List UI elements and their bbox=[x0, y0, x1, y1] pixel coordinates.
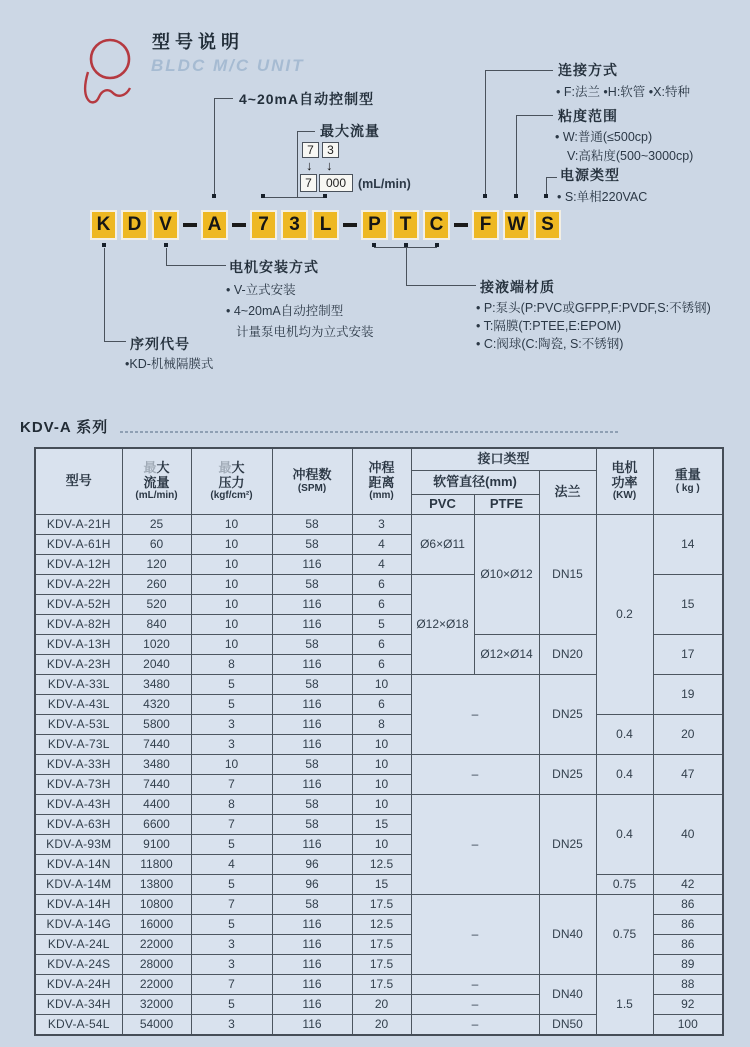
code-dash bbox=[232, 223, 246, 227]
connector-dot bbox=[261, 194, 265, 198]
table-cell: 0.4 bbox=[596, 754, 653, 794]
table-cell: 9100 bbox=[122, 834, 191, 854]
table-cell: 54000 bbox=[122, 1014, 191, 1035]
connector-dot bbox=[544, 194, 548, 198]
table-cell: – bbox=[411, 674, 539, 754]
table-cell: 10 bbox=[191, 534, 272, 554]
connector-line bbox=[166, 265, 226, 266]
series-section-title: KDV-A 系列 bbox=[20, 419, 109, 436]
table-cell: 25 bbox=[122, 514, 191, 534]
col-header-hose: 软管直径(mm) bbox=[411, 470, 539, 494]
table-cell: 116 bbox=[272, 554, 352, 574]
table-cell: 7 bbox=[191, 894, 272, 914]
connector-dot bbox=[212, 194, 216, 198]
annotation-material: 接液端材质 bbox=[480, 279, 555, 295]
table-cell: 840 bbox=[122, 614, 191, 634]
section-rule bbox=[120, 431, 620, 433]
code-box-L: L bbox=[312, 210, 339, 240]
table-cell: – bbox=[411, 794, 539, 894]
table-cell: – bbox=[411, 974, 539, 994]
table-cell: 116 bbox=[272, 594, 352, 614]
table-cell: 5 bbox=[191, 914, 272, 934]
table-cell: 7440 bbox=[122, 774, 191, 794]
table-cell: KDV-A-43H bbox=[35, 794, 122, 814]
code-dash bbox=[343, 223, 357, 227]
annotation-series-code: 序列代号 bbox=[130, 336, 190, 352]
table-cell: 58 bbox=[272, 754, 352, 774]
table-cell: 520 bbox=[122, 594, 191, 614]
table-cell: 8 bbox=[191, 654, 272, 674]
table-cell: 42 bbox=[653, 874, 723, 894]
table-cell: 6 bbox=[352, 594, 411, 614]
table-cell: KDV-A-93M bbox=[35, 834, 122, 854]
table-cell: Ø10×Ø12 bbox=[474, 514, 539, 634]
connector-line bbox=[104, 248, 105, 341]
annotation-material-t: • T:隔膜(T:PTEE,E:EPOM) bbox=[476, 319, 622, 333]
table-cell: KDV-A-13H bbox=[35, 634, 122, 654]
code-box-W: W bbox=[503, 210, 530, 240]
brand-logo-icon bbox=[80, 34, 138, 112]
table-cell: 10 bbox=[191, 514, 272, 534]
table-cell: 10 bbox=[352, 674, 411, 694]
table-cell: Ø6×Ø11 bbox=[411, 514, 474, 574]
connector-line bbox=[546, 177, 557, 178]
connector-dot bbox=[102, 243, 106, 247]
table-cell: 58 bbox=[272, 514, 352, 534]
table-cell: 4 bbox=[352, 554, 411, 574]
table-cell: 22000 bbox=[122, 934, 191, 954]
table-cell: KDV-A-21H bbox=[35, 514, 122, 534]
table-row bbox=[35, 894, 723, 914]
table-cell: 10 bbox=[352, 794, 411, 814]
table-cell: KDV-A-61H bbox=[35, 534, 122, 554]
flow-unit-label: (mL/min) bbox=[358, 177, 411, 191]
code-box-D: D bbox=[121, 210, 148, 240]
annotation-connection-options: • F:法兰 •H:软管 •X:特种 bbox=[556, 85, 690, 99]
table-cell: 5 bbox=[191, 874, 272, 894]
table-cell: 96 bbox=[272, 854, 352, 874]
table-cell: 58 bbox=[272, 534, 352, 554]
table-cell: KDV-A-14N bbox=[35, 854, 122, 874]
table-cell: 3 bbox=[191, 954, 272, 974]
code-dash bbox=[183, 223, 197, 227]
table-cell: 19 bbox=[653, 674, 723, 714]
code-box-S: S bbox=[534, 210, 561, 240]
connector-line bbox=[214, 98, 215, 196]
table-cell: 4 bbox=[191, 854, 272, 874]
table-cell: 88 bbox=[653, 974, 723, 994]
table-cell: 89 bbox=[653, 954, 723, 974]
table-cell: 13800 bbox=[122, 874, 191, 894]
connector-dot bbox=[404, 243, 408, 247]
table-cell: 6 bbox=[352, 694, 411, 714]
table-cell: 5 bbox=[352, 614, 411, 634]
table-cell: 116 bbox=[272, 774, 352, 794]
flow-digit-box: 000 bbox=[319, 174, 353, 192]
table-cell: KDV-A-24S bbox=[35, 954, 122, 974]
col-header-motor: 电机 功率 (KW) bbox=[596, 448, 653, 514]
table-cell: 58 bbox=[272, 634, 352, 654]
table-cell: 116 bbox=[272, 654, 352, 674]
table-cell: 32000 bbox=[122, 994, 191, 1014]
table-cell: 96 bbox=[272, 874, 352, 894]
table-cell: 10 bbox=[352, 754, 411, 774]
table-cell: 86 bbox=[653, 934, 723, 954]
table-cell: 17 bbox=[653, 634, 723, 674]
table-row bbox=[35, 754, 723, 774]
table-cell: 7440 bbox=[122, 734, 191, 754]
connector-line bbox=[297, 131, 315, 132]
connector-line bbox=[214, 98, 233, 99]
table-cell: KDV-A-24L bbox=[35, 934, 122, 954]
table-cell: KDV-A-12H bbox=[35, 554, 122, 574]
table-cell: 14 bbox=[653, 514, 723, 574]
code-box-P: P bbox=[361, 210, 388, 240]
table-row bbox=[35, 874, 723, 894]
table-cell: 8 bbox=[191, 794, 272, 814]
table-cell: 3 bbox=[191, 734, 272, 754]
table-cell: 17.5 bbox=[352, 954, 411, 974]
table-cell: – bbox=[411, 754, 539, 794]
connector-line bbox=[104, 341, 126, 342]
code-box-T: T bbox=[392, 210, 419, 240]
connector-line bbox=[516, 115, 517, 196]
table-cell: 116 bbox=[272, 974, 352, 994]
col-header-spm: 冲程数 (SPM) bbox=[272, 448, 352, 514]
annotation-motor-l1: • V-立式安装 bbox=[226, 283, 296, 297]
table-cell: DN25 bbox=[539, 754, 596, 794]
connector-dot bbox=[483, 194, 487, 198]
table-cell: KDV-A-23H bbox=[35, 654, 122, 674]
table-cell: 5 bbox=[191, 674, 272, 694]
table-cell: KDV-A-14M bbox=[35, 874, 122, 894]
table-cell: KDV-A-33H bbox=[35, 754, 122, 774]
table-cell: 15 bbox=[352, 814, 411, 834]
annotation-motor-l3: 计量泵电机均为立式安装 bbox=[236, 325, 374, 339]
table-cell: 3480 bbox=[122, 754, 191, 774]
table-cell: 11800 bbox=[122, 854, 191, 874]
connector-line bbox=[406, 285, 476, 286]
page-title: 型号说明 bbox=[152, 32, 244, 52]
annotation-motor-l2: • 4~20mA自动控制型 bbox=[226, 304, 344, 318]
table-cell: 60 bbox=[122, 534, 191, 554]
connector-line bbox=[485, 70, 553, 71]
table-cell: 10 bbox=[191, 634, 272, 654]
annotation-connection: 连接方式 bbox=[558, 62, 618, 78]
table-cell: 116 bbox=[272, 834, 352, 854]
flow-digit-box: 3 bbox=[322, 142, 339, 158]
table-cell: Ø12×Ø14 bbox=[474, 634, 539, 674]
table-cell: KDV-A-53L bbox=[35, 714, 122, 734]
col-header-flow: 最大 流量 (mL/min) bbox=[122, 448, 191, 514]
col-header-pvc: PVC bbox=[411, 494, 474, 514]
connector-dot bbox=[372, 243, 376, 247]
flow-digit-box: 7 bbox=[300, 174, 317, 192]
annotation-auto-control: 4~20mA自动控制型 bbox=[239, 91, 375, 107]
table-cell: KDV-A-73L bbox=[35, 734, 122, 754]
table-cell: 116 bbox=[272, 954, 352, 974]
table-cell: 8 bbox=[352, 714, 411, 734]
table-cell: 58 bbox=[272, 794, 352, 814]
table-cell: 116 bbox=[272, 614, 352, 634]
code-box-K: K bbox=[90, 210, 117, 240]
table-cell: 15 bbox=[653, 574, 723, 634]
table-cell: 15 bbox=[352, 874, 411, 894]
page-subtitle: BLDC M/C UNIT bbox=[151, 56, 305, 75]
table-cell: KDV-A-14G bbox=[35, 914, 122, 934]
table-cell: 3 bbox=[191, 934, 272, 954]
connector-line bbox=[516, 115, 553, 116]
col-header-ptfe: PTFE bbox=[474, 494, 539, 514]
table-cell: 10 bbox=[191, 574, 272, 594]
table-cell: 28000 bbox=[122, 954, 191, 974]
connector-line bbox=[297, 131, 298, 197]
table-cell: 5800 bbox=[122, 714, 191, 734]
table-row bbox=[35, 514, 723, 534]
table-cell: 17.5 bbox=[352, 934, 411, 954]
table-cell: 4400 bbox=[122, 794, 191, 814]
table-cell: 47 bbox=[653, 754, 723, 794]
table-cell: 86 bbox=[653, 914, 723, 934]
table-cell: DN25 bbox=[539, 674, 596, 754]
table-cell: 100 bbox=[653, 1014, 723, 1035]
table-cell: 120 bbox=[122, 554, 191, 574]
table-cell: 116 bbox=[272, 1014, 352, 1035]
table-cell: DN25 bbox=[539, 794, 596, 894]
code-box-V: V bbox=[152, 210, 179, 240]
table-cell: 5 bbox=[191, 834, 272, 854]
table-cell: 7 bbox=[191, 974, 272, 994]
col-header-stroke: 冲程 距离 (mm) bbox=[352, 448, 411, 514]
code-box-A: A bbox=[201, 210, 228, 240]
connector-line bbox=[406, 247, 407, 285]
spec-table bbox=[34, 447, 724, 1036]
annotation-viscosity-v: V:高粘度(500~3000cp) bbox=[567, 149, 694, 163]
annotation-material-p: • P:泵头(P:PVC或GFPP,F:PVDF,S:不锈钢) bbox=[476, 301, 711, 315]
table-cell: 12.5 bbox=[352, 854, 411, 874]
annotation-power-option: • S:单相220VAC bbox=[557, 190, 648, 204]
table-cell: 58 bbox=[272, 574, 352, 594]
annotation-motor-mount: 电机安装方式 bbox=[229, 259, 319, 275]
col-header-model: 型号 bbox=[35, 448, 122, 514]
table-cell: KDV-A-52H bbox=[35, 594, 122, 614]
annotation-material-c: • C:阀球(C:陶瓷, S:不锈钢) bbox=[476, 337, 624, 351]
table-cell: KDV-A-63H bbox=[35, 814, 122, 834]
table-cell: 6 bbox=[352, 634, 411, 654]
table-cell: KDV-A-73H bbox=[35, 774, 122, 794]
code-dash bbox=[454, 223, 468, 227]
table-cell: 20 bbox=[352, 994, 411, 1014]
table-cell: 116 bbox=[272, 914, 352, 934]
table-cell: KDV-A-24H bbox=[35, 974, 122, 994]
table-cell: 116 bbox=[272, 934, 352, 954]
connector-line bbox=[485, 70, 486, 196]
code-box-F: F bbox=[472, 210, 499, 240]
table-cell: 17.5 bbox=[352, 974, 411, 994]
table-cell: KDV-A-14H bbox=[35, 894, 122, 914]
table-cell: 1020 bbox=[122, 634, 191, 654]
table-cell: 0.75 bbox=[596, 894, 653, 974]
table-cell: – bbox=[411, 994, 539, 1014]
table-cell: 116 bbox=[272, 714, 352, 734]
code-box-C: C bbox=[423, 210, 450, 240]
table-cell: DN20 bbox=[539, 634, 596, 674]
table-cell: 5 bbox=[191, 694, 272, 714]
table-cell: 16000 bbox=[122, 914, 191, 934]
table-cell: – bbox=[411, 894, 539, 974]
table-cell: KDV-A-54L bbox=[35, 1014, 122, 1035]
annotation-series-l1: •KD-机械隔膜式 bbox=[125, 357, 214, 371]
table-cell: 86 bbox=[653, 894, 723, 914]
col-header-flange: 法兰 bbox=[539, 470, 596, 514]
down-arrow-icon: ↓ bbox=[306, 158, 313, 173]
connector-dot bbox=[323, 194, 327, 198]
table-cell: KDV-A-82H bbox=[35, 614, 122, 634]
table-cell: 1.5 bbox=[596, 974, 653, 1035]
table-cell: Ø12×Ø18 bbox=[411, 574, 474, 674]
connector-line bbox=[263, 197, 326, 198]
connector-dot bbox=[435, 243, 439, 247]
table-cell: KDV-A-34H bbox=[35, 994, 122, 1014]
table-cell: 4320 bbox=[122, 694, 191, 714]
table-row bbox=[35, 714, 723, 734]
table-cell: 10 bbox=[191, 754, 272, 774]
table-cell: 2040 bbox=[122, 654, 191, 674]
table-cell: 58 bbox=[272, 814, 352, 834]
annotation-viscosity: 粘度范围 bbox=[558, 108, 618, 124]
table-cell: 0.2 bbox=[596, 514, 653, 714]
table-cell: 58 bbox=[272, 894, 352, 914]
table-row bbox=[35, 974, 723, 994]
table-cell: 7 bbox=[191, 814, 272, 834]
table-cell: 3 bbox=[191, 714, 272, 734]
table-cell: 10 bbox=[352, 774, 411, 794]
table-cell: 20 bbox=[352, 1014, 411, 1035]
table-cell: 10800 bbox=[122, 894, 191, 914]
flow-digit-box: 7 bbox=[302, 142, 319, 158]
table-cell: 10 bbox=[352, 734, 411, 754]
code-box-7: 7 bbox=[250, 210, 277, 240]
table-cell: 7 bbox=[191, 774, 272, 794]
table-cell: 0.4 bbox=[596, 714, 653, 754]
table-cell: DN50 bbox=[539, 1014, 596, 1035]
table-cell: 20 bbox=[653, 714, 723, 754]
table-cell: KDV-A-33L bbox=[35, 674, 122, 694]
table-cell: 40 bbox=[653, 794, 723, 874]
table-cell: KDV-A-43L bbox=[35, 694, 122, 714]
table-cell: 0.4 bbox=[596, 794, 653, 874]
table-cell: 116 bbox=[272, 694, 352, 714]
table-cell: 3480 bbox=[122, 674, 191, 694]
connector-dot bbox=[164, 243, 168, 247]
table-cell: 12.5 bbox=[352, 914, 411, 934]
table-cell: – bbox=[411, 1014, 539, 1035]
model-code bbox=[90, 210, 561, 240]
table-cell: 116 bbox=[272, 994, 352, 1014]
table-cell: DN15 bbox=[539, 514, 596, 634]
table-row bbox=[35, 794, 723, 814]
table-cell: 4 bbox=[352, 534, 411, 554]
table-cell: 5 bbox=[191, 994, 272, 1014]
code-box-3: 3 bbox=[281, 210, 308, 240]
table-cell: 6 bbox=[352, 574, 411, 594]
table-cell: 58 bbox=[272, 674, 352, 694]
table-cell: 116 bbox=[272, 734, 352, 754]
table-cell: 17.5 bbox=[352, 894, 411, 914]
connector-line bbox=[166, 248, 167, 265]
table-cell: 10 bbox=[191, 554, 272, 574]
annotation-power-type: 电源类型 bbox=[560, 167, 620, 183]
col-header-pressure: 最大 压力 (kgf/cm²) bbox=[191, 448, 272, 514]
table-cell: 92 bbox=[653, 994, 723, 1014]
table-cell: 22000 bbox=[122, 974, 191, 994]
down-arrow-icon: ↓ bbox=[326, 158, 333, 173]
table-cell: 10 bbox=[191, 594, 272, 614]
annotation-viscosity-w: • W:普通(≤500cp) bbox=[555, 130, 653, 144]
table-cell: 3 bbox=[191, 1014, 272, 1035]
table-cell: DN40 bbox=[539, 974, 596, 1014]
table-cell: 10 bbox=[191, 614, 272, 634]
table-cell: 6 bbox=[352, 654, 411, 674]
table-cell: 6600 bbox=[122, 814, 191, 834]
col-header-weight: 重量 ( kg ) bbox=[653, 448, 723, 514]
table-cell: 0.75 bbox=[596, 874, 653, 894]
annotation-max-flow: 最大流量 bbox=[320, 123, 380, 139]
table-cell: DN40 bbox=[539, 894, 596, 974]
table-cell: 3 bbox=[352, 514, 411, 534]
connector-dot bbox=[514, 194, 518, 198]
col-header-interface: 接口类型 bbox=[411, 448, 596, 470]
table-cell: 10 bbox=[352, 834, 411, 854]
table-cell: KDV-A-22H bbox=[35, 574, 122, 594]
table-cell: 260 bbox=[122, 574, 191, 594]
